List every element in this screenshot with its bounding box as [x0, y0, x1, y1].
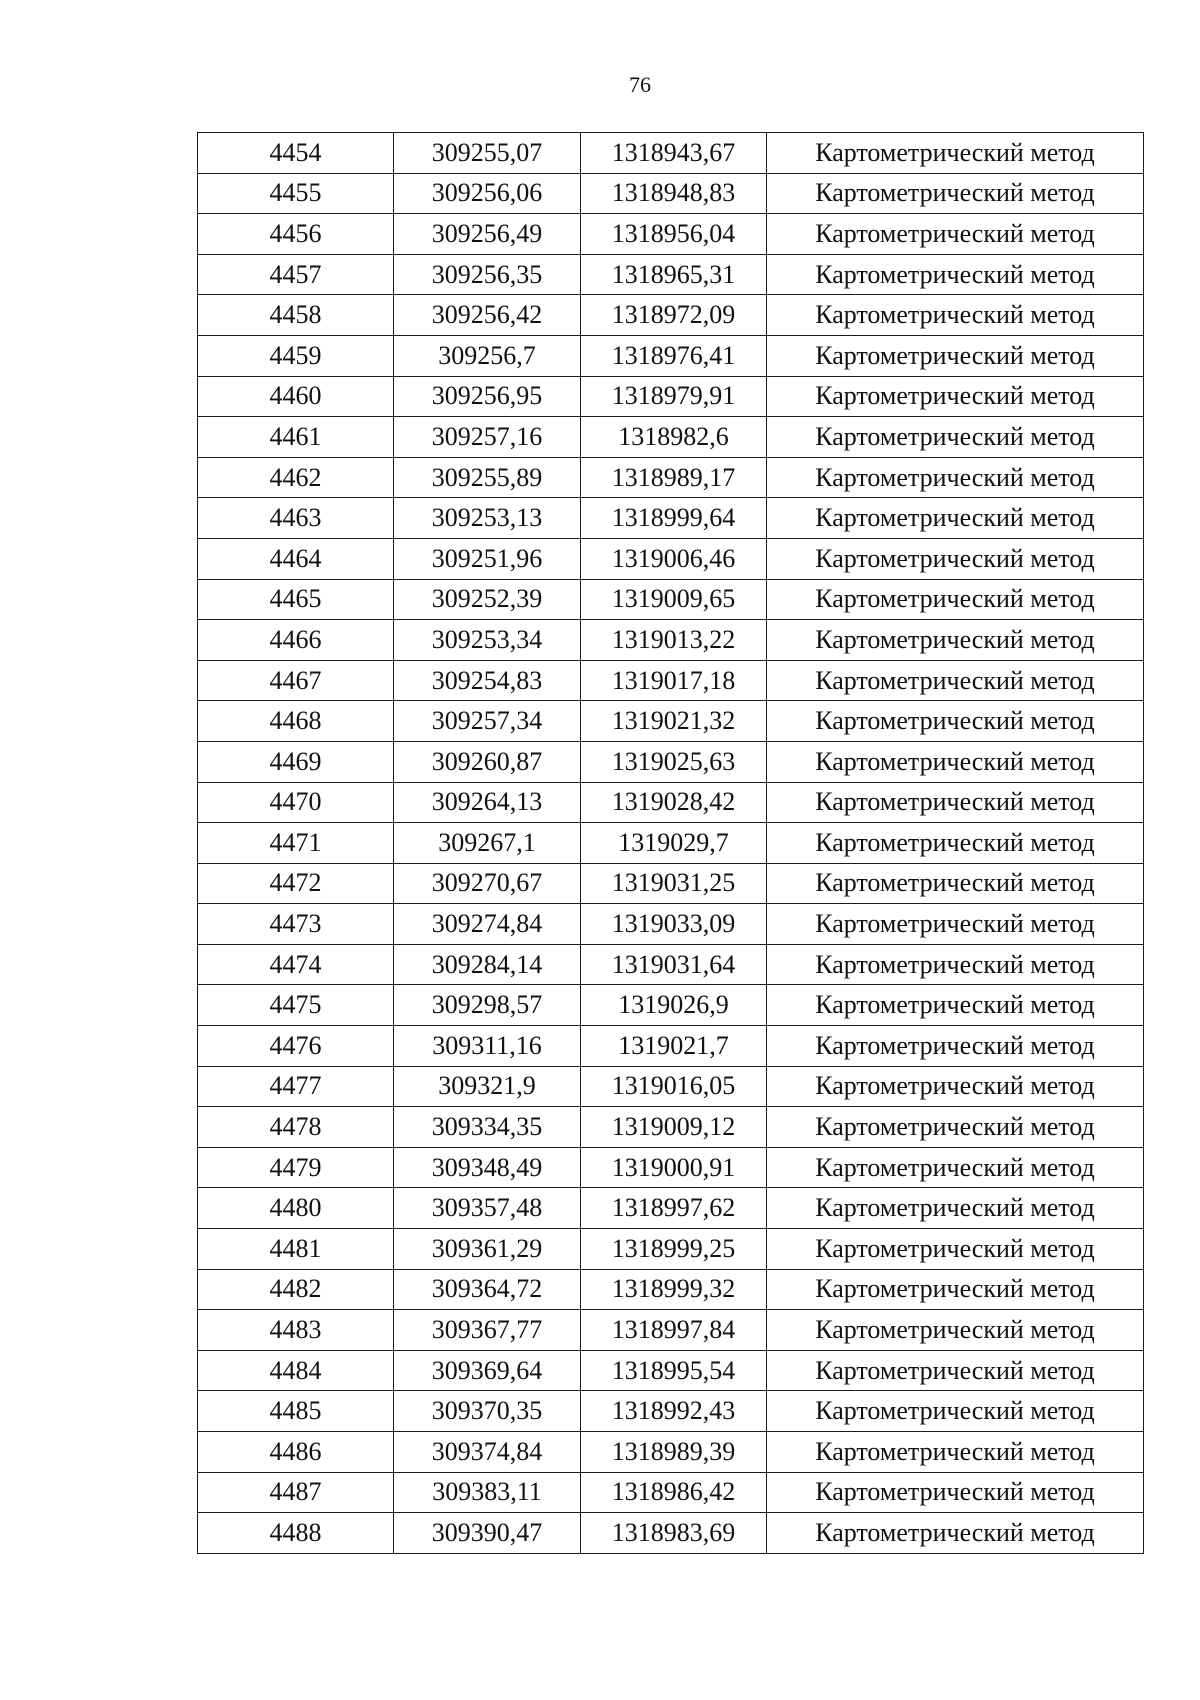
x-coordinate-cell: 309257,16 — [394, 417, 581, 458]
x-coordinate-cell: 309256,35 — [394, 254, 581, 295]
y-coordinate-cell: 1319028,42 — [581, 782, 767, 823]
point-number-cell: 4477 — [198, 1066, 394, 1107]
table-row — [198, 1391, 1144, 1432]
method-cell: Картометрический метод — [767, 823, 1144, 864]
table-row — [198, 579, 1144, 620]
x-coordinate-cell: 309370,35 — [394, 1391, 581, 1432]
table-row — [198, 660, 1144, 701]
y-coordinate-cell: 1318989,39 — [581, 1432, 767, 1473]
point-number-cell: 4486 — [198, 1432, 394, 1473]
y-coordinate-cell: 1318995,54 — [581, 1350, 767, 1391]
point-number-cell: 4472 — [198, 863, 394, 904]
point-number-cell: 4463 — [198, 498, 394, 539]
y-coordinate-cell: 1318979,91 — [581, 376, 767, 417]
y-coordinate-cell: 1318997,84 — [581, 1310, 767, 1351]
x-coordinate-cell: 309383,11 — [394, 1472, 581, 1513]
table-row — [198, 863, 1144, 904]
x-coordinate-cell: 309334,35 — [394, 1107, 581, 1148]
x-coordinate-cell: 309264,13 — [394, 782, 581, 823]
table-row — [198, 538, 1144, 579]
y-coordinate-cell: 1319031,25 — [581, 863, 767, 904]
point-number-cell: 4467 — [198, 660, 394, 701]
x-coordinate-cell: 309369,64 — [394, 1350, 581, 1391]
y-coordinate-cell: 1318956,04 — [581, 214, 767, 255]
table-row — [198, 1107, 1144, 1148]
y-coordinate-cell: 1318948,83 — [581, 173, 767, 214]
x-coordinate-cell: 309361,29 — [394, 1229, 581, 1270]
table-row — [198, 741, 1144, 782]
x-coordinate-cell: 309257,34 — [394, 701, 581, 742]
point-number-cell: 4458 — [198, 295, 394, 336]
table-row — [198, 417, 1144, 458]
y-coordinate-cell: 1319009,65 — [581, 579, 767, 620]
point-number-cell: 4488 — [198, 1513, 394, 1554]
x-coordinate-cell: 309298,57 — [394, 985, 581, 1026]
x-coordinate-cell: 309284,14 — [394, 944, 581, 985]
method-cell: Картометрический метод — [767, 538, 1144, 579]
table-row — [198, 1147, 1144, 1188]
table-row — [198, 254, 1144, 295]
point-number-cell: 4484 — [198, 1350, 394, 1391]
method-cell: Картометрический метод — [767, 1269, 1144, 1310]
table-row — [198, 214, 1144, 255]
method-cell: Картометрический метод — [767, 1229, 1144, 1270]
y-coordinate-cell: 1319029,7 — [581, 823, 767, 864]
method-cell: Картометрический метод — [767, 620, 1144, 661]
y-coordinate-cell: 1319021,32 — [581, 701, 767, 742]
y-coordinate-cell: 1319013,22 — [581, 620, 767, 661]
x-coordinate-cell: 309270,67 — [394, 863, 581, 904]
x-coordinate-cell: 309255,07 — [394, 133, 581, 174]
x-coordinate-cell: 309251,96 — [394, 538, 581, 579]
point-number-cell: 4455 — [198, 173, 394, 214]
table-row — [198, 1472, 1144, 1513]
x-coordinate-cell: 309374,84 — [394, 1432, 581, 1473]
y-coordinate-cell: 1318989,17 — [581, 457, 767, 498]
y-coordinate-cell: 1318943,67 — [581, 133, 767, 174]
method-cell: Картометрический метод — [767, 579, 1144, 620]
method-cell: Картометрический метод — [767, 701, 1144, 742]
y-coordinate-cell: 1318999,25 — [581, 1229, 767, 1270]
point-number-cell: 4459 — [198, 335, 394, 376]
point-number-cell: 4464 — [198, 538, 394, 579]
x-coordinate-cell: 309348,49 — [394, 1147, 581, 1188]
table-row — [198, 133, 1144, 174]
method-cell: Картометрический метод — [767, 1310, 1144, 1351]
x-coordinate-cell: 309367,77 — [394, 1310, 581, 1351]
method-cell: Картометрический метод — [767, 660, 1144, 701]
x-coordinate-cell: 309256,95 — [394, 376, 581, 417]
y-coordinate-cell: 1318999,64 — [581, 498, 767, 539]
table-row — [198, 1066, 1144, 1107]
y-coordinate-cell: 1318992,43 — [581, 1391, 767, 1432]
method-cell: Картометрический метод — [767, 1432, 1144, 1473]
table-row — [198, 823, 1144, 864]
y-coordinate-cell: 1319009,12 — [581, 1107, 767, 1148]
method-cell: Картометрический метод — [767, 944, 1144, 985]
table-row — [198, 173, 1144, 214]
method-cell: Картометрический метод — [767, 133, 1144, 174]
x-coordinate-cell: 309253,13 — [394, 498, 581, 539]
method-cell: Картометрический метод — [767, 1391, 1144, 1432]
point-number-cell: 4480 — [198, 1188, 394, 1229]
table-row — [198, 1513, 1144, 1554]
method-cell: Картометрический метод — [767, 1107, 1144, 1148]
method-cell: Картометрический метод — [767, 498, 1144, 539]
x-coordinate-cell: 309274,84 — [394, 904, 581, 945]
point-number-cell: 4481 — [198, 1229, 394, 1270]
y-coordinate-cell: 1318986,42 — [581, 1472, 767, 1513]
point-number-cell: 4485 — [198, 1391, 394, 1432]
method-cell: Картометрический метод — [767, 1513, 1144, 1554]
coordinates-table-body — [198, 133, 1144, 1554]
table-row — [198, 904, 1144, 945]
point-number-cell: 4479 — [198, 1147, 394, 1188]
y-coordinate-cell: 1318983,69 — [581, 1513, 767, 1554]
table-row — [198, 1026, 1144, 1067]
x-coordinate-cell: 309255,89 — [394, 457, 581, 498]
method-cell: Картометрический метод — [767, 335, 1144, 376]
method-cell: Картометрический метод — [767, 376, 1144, 417]
table-row — [198, 1229, 1144, 1270]
x-coordinate-cell: 309357,48 — [394, 1188, 581, 1229]
table-row — [198, 985, 1144, 1026]
point-number-cell: 4462 — [198, 457, 394, 498]
y-coordinate-cell: 1318999,32 — [581, 1269, 767, 1310]
point-number-cell: 4466 — [198, 620, 394, 661]
table-row — [198, 457, 1144, 498]
method-cell: Картометрический метод — [767, 904, 1144, 945]
method-cell: Картометрический метод — [767, 417, 1144, 458]
point-number-cell: 4460 — [198, 376, 394, 417]
method-cell: Картометрический метод — [767, 1472, 1144, 1513]
x-coordinate-cell: 309256,06 — [394, 173, 581, 214]
method-cell: Картометрический метод — [767, 1026, 1144, 1067]
x-coordinate-cell: 309390,47 — [394, 1513, 581, 1554]
method-cell: Картометрический метод — [767, 1066, 1144, 1107]
table-row — [198, 1310, 1144, 1351]
table-row — [198, 620, 1144, 661]
point-number-cell: 4469 — [198, 741, 394, 782]
method-cell: Картометрический метод — [767, 741, 1144, 782]
point-number-cell: 4470 — [198, 782, 394, 823]
x-coordinate-cell: 309267,1 — [394, 823, 581, 864]
y-coordinate-cell: 1319000,91 — [581, 1147, 767, 1188]
method-cell: Картометрический метод — [767, 985, 1144, 1026]
point-number-cell: 4475 — [198, 985, 394, 1026]
x-coordinate-cell: 309253,34 — [394, 620, 581, 661]
y-coordinate-cell: 1319021,7 — [581, 1026, 767, 1067]
y-coordinate-cell: 1319025,63 — [581, 741, 767, 782]
point-number-cell: 4471 — [198, 823, 394, 864]
point-number-cell: 4454 — [198, 133, 394, 174]
table-row — [198, 376, 1144, 417]
point-number-cell: 4465 — [198, 579, 394, 620]
method-cell: Картометрический метод — [767, 1350, 1144, 1391]
point-number-cell: 4487 — [198, 1472, 394, 1513]
table-row — [198, 1188, 1144, 1229]
page-number: 76 — [629, 72, 651, 97]
y-coordinate-cell: 1318965,31 — [581, 254, 767, 295]
x-coordinate-cell: 309256,49 — [394, 214, 581, 255]
y-coordinate-cell: 1318972,09 — [581, 295, 767, 336]
y-coordinate-cell: 1318982,6 — [581, 417, 767, 458]
table-row — [198, 944, 1144, 985]
method-cell: Картометрический метод — [767, 457, 1144, 498]
y-coordinate-cell: 1319026,9 — [581, 985, 767, 1026]
table-row — [198, 1432, 1144, 1473]
table-row — [198, 782, 1144, 823]
y-coordinate-cell: 1319006,46 — [581, 538, 767, 579]
x-coordinate-cell: 309364,72 — [394, 1269, 581, 1310]
y-coordinate-cell: 1319031,64 — [581, 944, 767, 985]
x-coordinate-cell: 309256,7 — [394, 335, 581, 376]
y-coordinate-cell: 1319033,09 — [581, 904, 767, 945]
point-number-cell: 4457 — [198, 254, 394, 295]
y-coordinate-cell: 1319017,18 — [581, 660, 767, 701]
method-cell: Картометрический метод — [767, 1147, 1144, 1188]
point-number-cell: 4483 — [198, 1310, 394, 1351]
table-row — [198, 1350, 1144, 1391]
method-cell: Картометрический метод — [767, 1188, 1144, 1229]
point-number-cell: 4473 — [198, 904, 394, 945]
coordinates-table — [197, 132, 1144, 1554]
point-number-cell: 4456 — [198, 214, 394, 255]
x-coordinate-cell: 309254,83 — [394, 660, 581, 701]
x-coordinate-cell: 309311,16 — [394, 1026, 581, 1067]
method-cell: Картометрический метод — [767, 782, 1144, 823]
table-row — [198, 498, 1144, 539]
x-coordinate-cell: 309260,87 — [394, 741, 581, 782]
point-number-cell: 4468 — [198, 701, 394, 742]
y-coordinate-cell: 1319016,05 — [581, 1066, 767, 1107]
method-cell: Картометрический метод — [767, 295, 1144, 336]
x-coordinate-cell: 309321,9 — [394, 1066, 581, 1107]
point-number-cell: 4476 — [198, 1026, 394, 1067]
y-coordinate-cell: 1318976,41 — [581, 335, 767, 376]
method-cell: Картометрический метод — [767, 214, 1144, 255]
x-coordinate-cell: 309252,39 — [394, 579, 581, 620]
point-number-cell: 4474 — [198, 944, 394, 985]
method-cell: Картометрический метод — [767, 173, 1144, 214]
table-row — [198, 701, 1144, 742]
table-row — [198, 1269, 1144, 1310]
table-row — [198, 335, 1144, 376]
point-number-cell: 4482 — [198, 1269, 394, 1310]
x-coordinate-cell: 309256,42 — [394, 295, 581, 336]
point-number-cell: 4461 — [198, 417, 394, 458]
method-cell: Картометрический метод — [767, 863, 1144, 904]
point-number-cell: 4478 — [198, 1107, 394, 1148]
y-coordinate-cell: 1318997,62 — [581, 1188, 767, 1229]
table-row — [198, 295, 1144, 336]
method-cell: Картометрический метод — [767, 254, 1144, 295]
